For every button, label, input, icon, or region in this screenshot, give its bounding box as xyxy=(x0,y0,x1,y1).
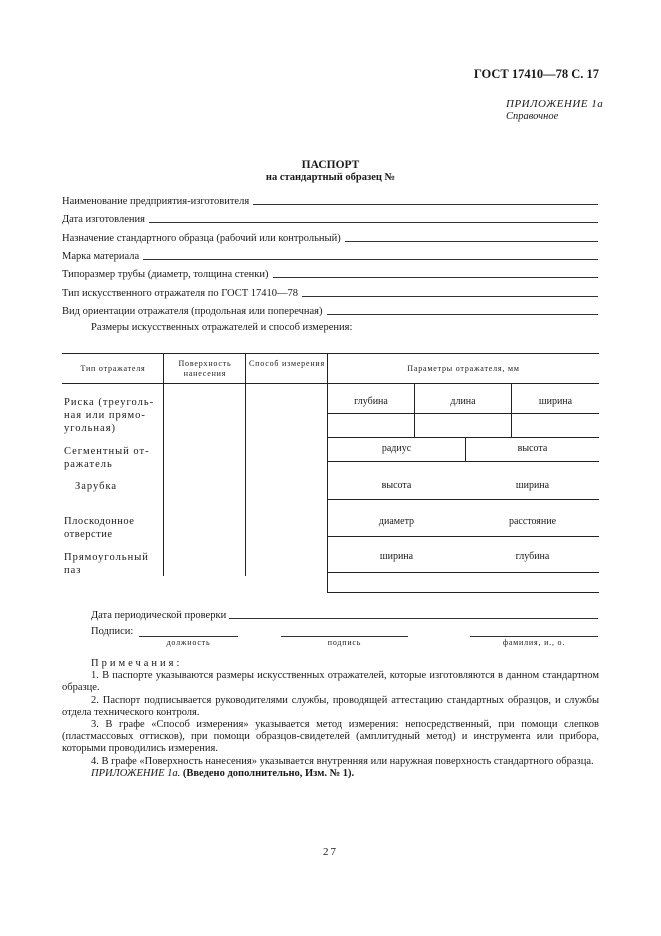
amendment-text: (Введено дополнительно, Изм. № 1). xyxy=(182,767,355,779)
param-label: высота xyxy=(517,443,548,454)
signatures-label: Подписи: xyxy=(91,626,134,637)
row-label-flat-hole: Плоскодонное отверстие xyxy=(64,516,135,540)
row-label-groove: Прямоугольный паз xyxy=(64,552,149,576)
column-divider xyxy=(163,353,164,576)
header-type: Тип отражателя xyxy=(80,364,146,373)
row-label-notch: Зарубка xyxy=(75,481,118,492)
field-label: Вид ориентации отражателя (продольная или поперечная) xyxy=(62,306,323,317)
page-header: ГОСТ 17410—78 С. 17 xyxy=(473,67,599,81)
param-label: ширина xyxy=(538,396,573,407)
header-params: Параметры отражателя, мм xyxy=(407,364,520,373)
caption-name: фамилия, и., о. xyxy=(502,638,566,647)
notes-section xyxy=(62,658,599,780)
param-label: длина xyxy=(450,396,476,407)
param-label: диаметр xyxy=(378,516,415,527)
fill-line xyxy=(143,259,598,260)
appendix-type: Справочное xyxy=(506,111,559,122)
document-subtitle: на стандартный образец № xyxy=(265,172,396,183)
row-divider xyxy=(327,499,599,500)
caption-position: должность xyxy=(166,638,211,647)
document-title: ПАСПОРТ xyxy=(301,159,360,171)
field-pipe-size[interactable] xyxy=(62,266,598,280)
fill-line xyxy=(327,314,599,315)
signature-line-name[interactable] xyxy=(470,636,598,637)
column-divider xyxy=(245,353,246,576)
param-label: радиус xyxy=(381,443,412,454)
param-label: высота xyxy=(381,480,412,491)
header-method: Способ измерения xyxy=(249,359,325,368)
row-divider xyxy=(327,437,599,438)
caption-signature: подпись xyxy=(327,638,362,647)
field-label: Тип искусственного отражателя по ГОСТ 17410—78 xyxy=(62,288,299,299)
periodic-check-label: Дата периодической проверки xyxy=(91,610,227,621)
signature-line-position[interactable] xyxy=(139,636,238,637)
field-manufacture-date[interactable] xyxy=(62,211,598,225)
row-divider xyxy=(327,536,599,537)
field-label: Типоразмер трубы (диаметр, толщина стенки) xyxy=(62,269,269,280)
fill-line xyxy=(345,241,598,242)
page-number: 27 xyxy=(323,846,338,858)
amendment-appendix: ПРИЛОЖЕНИЕ 1а. xyxy=(91,767,181,779)
field-label: Назначение стандартного образца (рабочий или контрольный) xyxy=(62,233,341,244)
periodic-check-field[interactable] xyxy=(91,610,598,621)
table-header-divider xyxy=(62,383,599,384)
param-label: глубина xyxy=(354,396,388,407)
amendment-note xyxy=(62,768,599,780)
field-manufacturer[interactable] xyxy=(62,193,598,207)
fill-line xyxy=(302,296,598,297)
param-label: ширина xyxy=(379,551,414,562)
param-label: расстояние xyxy=(508,516,557,527)
row-divider xyxy=(327,461,599,462)
row-divider xyxy=(327,592,599,593)
note-item: 3. В графе «Способ измерения» указывается метод измерения: непосредственный, при помощи слепков (пластмассовых оттисков), при помощи образцов-свидетелей (амплитудный метод) и инструмента или прибора, которыми проводились измерения. xyxy=(62,719,599,755)
fill-line xyxy=(149,222,598,223)
header-surface: Поверхность нанесения xyxy=(178,359,232,378)
note-item: 1. В паспорте указываются размеры искусственных отражателей, которые изготовляются в данном стандартном образце. xyxy=(62,670,599,694)
column-divider xyxy=(511,383,512,437)
field-label: Наименование предприятия-изготовителя xyxy=(62,196,250,207)
row-label-segment: Сегментный от-ражатель xyxy=(64,446,150,470)
note-item: 2. Паспорт подписывается руководителями службы, проводящей аттестацию стандартных образцов, и службы отдела технического контроля. xyxy=(62,694,599,718)
note-item: 4. В графе «Поверхность нанесения» указывается внутренняя или наружная поверхность стандартного образца. xyxy=(91,755,594,767)
row-label-risk: Риска (треуголь-ная или прямо-угольная) xyxy=(64,397,155,434)
row-divider xyxy=(327,572,599,573)
sizes-caption: Размеры искусственных отражателей и способ измерения: xyxy=(91,322,353,333)
param-label: глубина xyxy=(515,551,550,562)
field-label: Дата изготовления xyxy=(62,214,145,225)
field-label: Марка материала xyxy=(62,251,140,262)
field-reflector-type[interactable] xyxy=(62,285,598,299)
field-purpose[interactable] xyxy=(62,230,598,244)
fill-line xyxy=(253,204,598,205)
row-divider xyxy=(327,413,599,414)
column-divider xyxy=(414,383,415,437)
param-label: ширина xyxy=(515,480,550,491)
field-orientation[interactable] xyxy=(62,303,598,317)
notes-heading: Примечания: xyxy=(91,658,183,669)
appendix-label: ПРИЛОЖЕНИЕ 1а xyxy=(506,98,604,110)
field-material-grade[interactable] xyxy=(62,248,598,262)
fill-line xyxy=(273,277,599,278)
table-border-top xyxy=(62,353,599,354)
fill-line xyxy=(229,618,598,619)
signature-line-signature[interactable] xyxy=(281,636,408,637)
